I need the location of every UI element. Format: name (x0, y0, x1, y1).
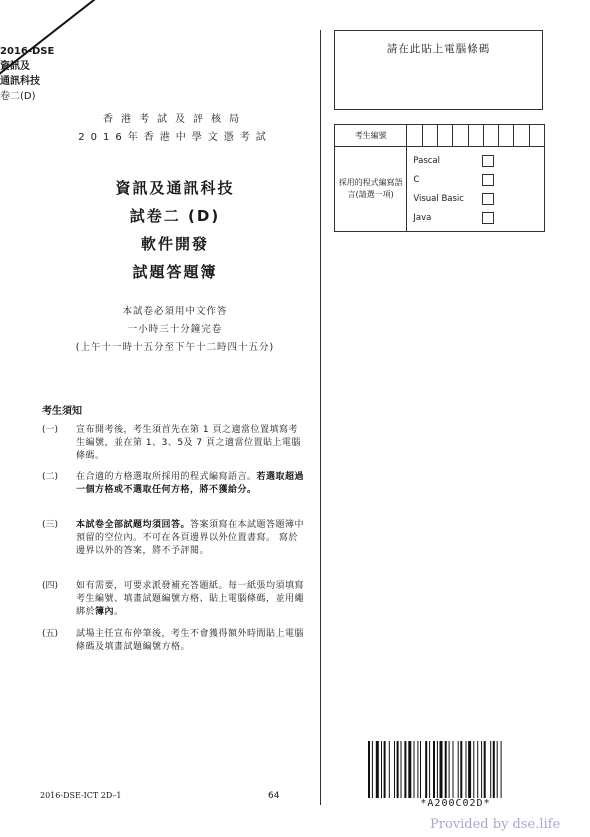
barcode-bar (440, 741, 443, 798)
language-option (413, 151, 538, 170)
corner-label (0, 44, 54, 104)
barcode-bar (449, 741, 450, 798)
barcode-bar (458, 741, 459, 798)
barcode-bar (468, 741, 471, 798)
booklet-title: 試題答題簿 (132, 263, 218, 281)
candidate-number-label: 考生編號 (335, 125, 407, 147)
language-checkbox[interactable] (482, 174, 494, 186)
barcode-bar (401, 741, 402, 798)
notice-item-text: 答案須寫在本試題答題簿中預留的空位內。不可在各頁邊界以外位置書寫。 寫於邊界以外的答案，將不予評閱。 (76, 520, 305, 556)
barcode-bar (497, 741, 498, 798)
language-option (413, 189, 538, 208)
language-option (413, 170, 538, 189)
candidate-number-box[interactable] (529, 125, 544, 147)
barcode-sticker-area (334, 30, 543, 110)
corner-subject-line2: 通訊科技 (0, 76, 40, 87)
candidate-number-box[interactable] (514, 125, 529, 147)
authority-name: 香港考試及評核局 (103, 114, 247, 125)
candidate-number-box[interactable] (407, 125, 422, 147)
notice-item-number: (三) (42, 520, 59, 530)
language-option-label: Java (413, 212, 432, 223)
notice-item-number: (二) (42, 472, 59, 482)
barcode-bar (473, 741, 474, 798)
barcode-bar (453, 741, 454, 798)
barcode-bar (493, 741, 495, 798)
barcode-bar (490, 741, 491, 798)
language-option (413, 208, 538, 227)
barcode-bar (384, 741, 386, 798)
barcode-bar (429, 741, 430, 798)
barcode-bar (477, 741, 478, 798)
candidate-number-box[interactable] (483, 125, 498, 147)
language-label: 採用的程式編寫語言(請選一項) (335, 147, 407, 232)
candidate-number-box[interactable] (422, 125, 437, 147)
notice-item-bold-text: 簿內 (95, 607, 115, 617)
instruction-language: 本試卷必須用中文作答 (122, 306, 228, 317)
language-option-label: C (413, 174, 420, 185)
barcode-bar (389, 741, 390, 798)
module-title: 軟件開發 (140, 235, 209, 253)
notice-item-tail: 。 (114, 607, 124, 617)
barcode-bar (372, 741, 373, 798)
language-options (407, 147, 545, 232)
language-option-label: Pascal (413, 155, 440, 166)
candidate-number-box[interactable] (437, 125, 452, 147)
corner-paper: 卷二(D) (0, 91, 36, 102)
barcode-bar (501, 741, 502, 798)
language-checkbox[interactable] (482, 155, 494, 167)
notice-item (42, 471, 307, 497)
barcode-bar (437, 741, 438, 798)
paper-title: 試卷二 (D) (129, 207, 221, 225)
barcode-bar (481, 741, 482, 798)
barcode-text: *A200C02D* (420, 798, 491, 809)
barcode-bar (425, 741, 427, 798)
candidate-number-box[interactable] (453, 125, 468, 147)
candidate-number-box[interactable] (499, 125, 514, 147)
notice-item-bold-text: 若選取超過一個方格或不選取任何方格，將不獲給分。 (76, 472, 305, 495)
instruction-time: (上午十一時十五分至下午十二時四十五分) (75, 342, 275, 353)
barcode-bar (394, 741, 395, 798)
instruction-duration: 一小時三十分鐘完卷 (127, 324, 223, 335)
barcode-bar (466, 741, 467, 798)
corner-subject-line1: 資訊及 (0, 61, 30, 72)
notice-item-number: (四) (42, 581, 59, 591)
candidate-number-box[interactable] (468, 125, 483, 147)
subject-title: 資訊及通訊科技 (115, 179, 235, 197)
notice-item-text: 如有需要，可要求派發補充答題紙。每一紙張均須填寫考生編號、填畫試題編號方格、貼上電腦條碼，並用繩綁於 (76, 581, 305, 617)
notice-item (42, 424, 307, 463)
page-number: 64 (268, 791, 280, 801)
exam-name: 2016年香港中學文憑考試 (78, 132, 272, 143)
footer-paper-code: 2016-DSE-ICT 2D–1 (40, 791, 122, 800)
barcode-bar (368, 741, 370, 798)
column-divider (320, 30, 321, 805)
barcode-bar (484, 741, 486, 798)
notice-item-text: 宣布開考後，考生須首先在第 1 頁之適當位置填寫考生編號，並在第 1、3、5及 7 頁之適當位置貼上電腦條碼。 (76, 425, 301, 461)
candidate-info-table (334, 124, 545, 232)
corner-code: 2016-DSE (0, 46, 55, 57)
barcode-bar (408, 741, 411, 798)
barcode-bar (445, 741, 447, 798)
barcode-image (368, 741, 543, 798)
notice-item-number: (一) (42, 425, 59, 435)
barcode-bar (433, 741, 435, 798)
notice-item (42, 580, 307, 619)
notice-item-bold-text: 本試卷全部試題均須回答。 (76, 520, 191, 530)
notice-heading: 考生須知 (42, 406, 82, 417)
barcode-bar (397, 741, 399, 798)
language-checkbox[interactable] (482, 193, 494, 205)
notice-item-text: 試場主任宣布停筆後，考生不會獲得額外時間貼上電腦條碼及填畫試題編號方格。 (76, 629, 305, 652)
barcode-bar (414, 741, 415, 798)
barcode-bar (420, 741, 421, 798)
barcode-bar (404, 741, 406, 798)
barcode-sticker-label: 請在此貼上電腦條碼 (386, 43, 491, 55)
notice-item (42, 519, 307, 558)
barcode-bar (381, 741, 382, 798)
watermark: Provided by dse.life (430, 817, 561, 832)
barcode-bar (417, 741, 418, 798)
barcode-bar (376, 741, 379, 798)
notice-item-text: 在合適的方格選取所採用的程式編寫語言。 (76, 472, 257, 482)
language-checkbox[interactable] (482, 212, 494, 224)
notice-item (42, 628, 307, 654)
notice-item-number: (五) (42, 629, 59, 639)
language-option-label: Visual Basic (413, 193, 464, 204)
barcode-bar (460, 741, 462, 798)
